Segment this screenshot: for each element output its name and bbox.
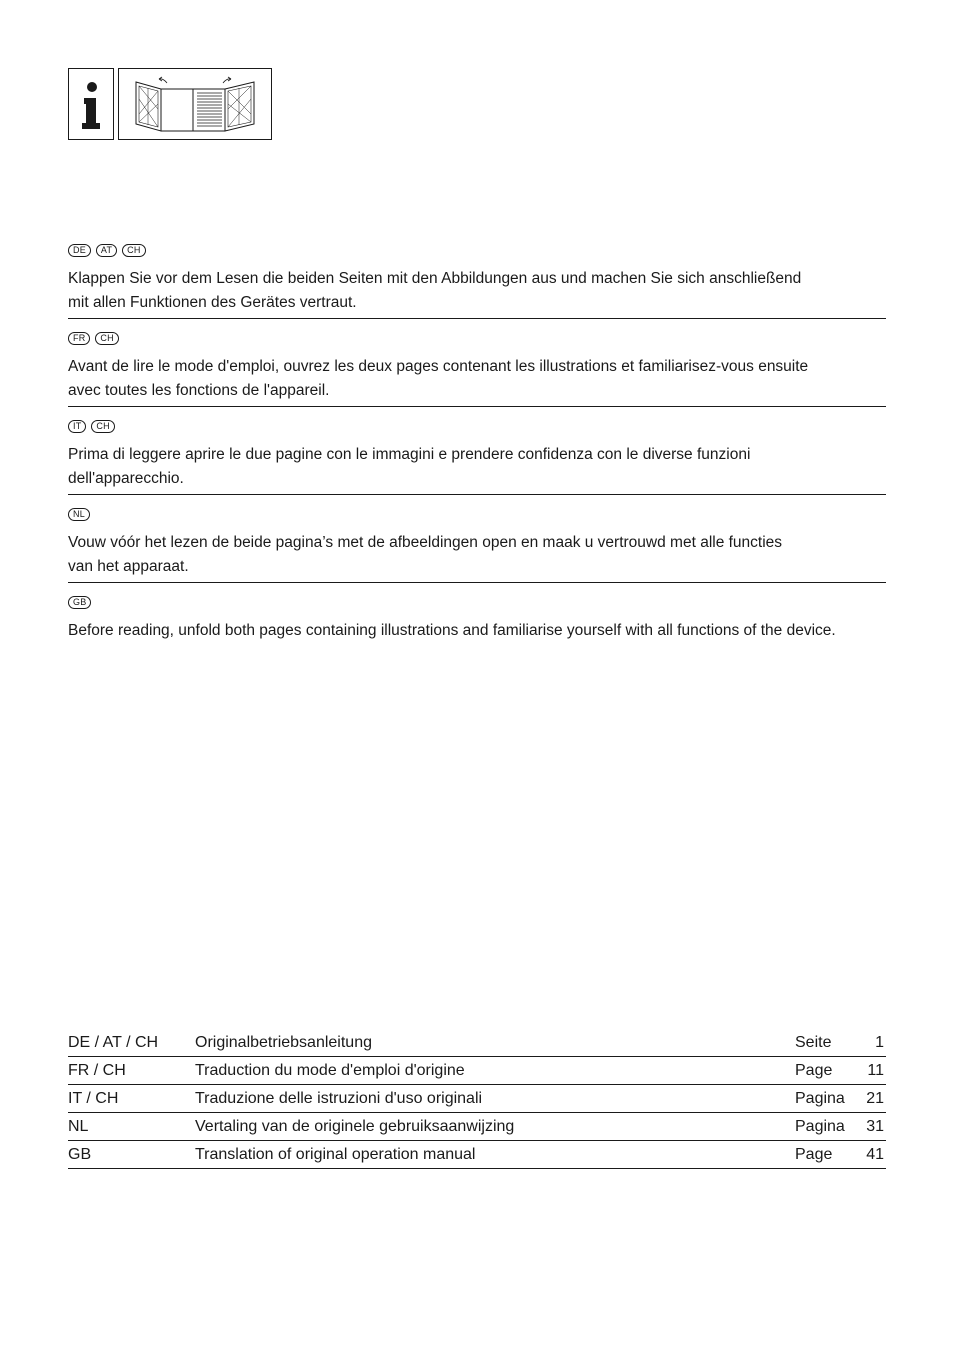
divider (68, 494, 886, 495)
toc-page-label: Pagina (795, 1118, 845, 1135)
toc-page-label: Pagina (795, 1090, 845, 1107)
info-icon-box (68, 68, 114, 140)
unfold-instruction-text: Avant de lire le mode d'emploi, ouvrez les deux pages contenant les illustrations et familiarisez-vous ensuite avec toutes les fonctions de l'appareil. (68, 358, 809, 399)
toc-language-code: FR / CH (68, 1062, 126, 1079)
toc-title: Traduction du mode d'emploi d'origine (195, 1062, 465, 1079)
unfold-instruction-text: Klappen Sie vor dem Lesen die beiden Seiten mit den Abbildungen aus und machen Sie sich anschließend mit allen Funktionen des Gerätes vertraut. (68, 270, 802, 311)
country-badges (68, 418, 886, 434)
toc-language-code: GB (68, 1146, 92, 1163)
lang-section-gb (68, 594, 886, 643)
table-of-contents (68, 1029, 886, 1169)
toc-row[interactable] (68, 1029, 886, 1057)
toc-language-code: DE / AT / CH (68, 1034, 159, 1051)
country-badge: GB (68, 596, 91, 609)
country-badge: NL (68, 508, 90, 521)
toc-page-number: 41 (866, 1146, 884, 1163)
country-badges (68, 242, 886, 258)
country-badge: DE (68, 244, 91, 257)
unfold-instruction-text: Before reading, unfold both pages containing illustrations and familiarise yourself with all functions of the device. (68, 622, 836, 639)
toc-page-label: Page (795, 1146, 833, 1163)
country-badge: CH (122, 244, 145, 257)
info-icon (69, 69, 113, 139)
toc-page-number: 1 (875, 1034, 884, 1051)
toc-row[interactable] (68, 1141, 886, 1169)
unfold-pages-icon-box (118, 68, 272, 140)
divider (68, 582, 886, 583)
toc-page-label: Page (795, 1062, 833, 1079)
unfold-pages-icon (119, 69, 271, 139)
toc-title: Translation of original operation manual (195, 1146, 476, 1163)
unfold-instruction-text: Prima di leggere aprire le due pagine con le immagini e prendere confidenza con le diverse funzioni dell'apparecchio. (68, 446, 751, 487)
divider (68, 406, 886, 407)
toc-row[interactable] (68, 1057, 886, 1085)
lang-section-fr (68, 330, 886, 403)
toc-language-code: NL (68, 1118, 89, 1135)
toc-title: Originalbetriebsanleitung (195, 1034, 372, 1051)
country-badge: CH (91, 420, 114, 433)
country-badges (68, 330, 886, 346)
lang-section-nl (68, 506, 886, 579)
toc-row[interactable] (68, 1085, 886, 1113)
country-badges (68, 506, 886, 522)
country-badge: IT (68, 420, 86, 433)
lang-section-de (68, 242, 886, 315)
toc-language-code: IT / CH (68, 1090, 119, 1107)
toc-page-number: 21 (866, 1090, 884, 1107)
unfold-instruction-text: Vouw vóór het lezen de beide pagina’s met de afbeeldingen open en maak u vertrouwd met alle functies van het apparaat. (68, 534, 783, 575)
toc-row[interactable] (68, 1113, 886, 1141)
toc-title: Traduzione delle istruzioni d'uso originali (195, 1090, 483, 1107)
divider (68, 318, 886, 319)
toc-title: Vertaling van de originele gebruiksaanwijzing (195, 1118, 515, 1135)
country-badge: AT (96, 244, 117, 257)
country-badge: FR (68, 332, 90, 345)
country-badge: CH (95, 332, 118, 345)
lang-section-it (68, 418, 886, 491)
toc-page-number: 11 (867, 1062, 884, 1079)
toc-page-label: Seite (795, 1034, 832, 1051)
country-badges (68, 594, 886, 610)
toc-page-number: 31 (866, 1118, 884, 1135)
